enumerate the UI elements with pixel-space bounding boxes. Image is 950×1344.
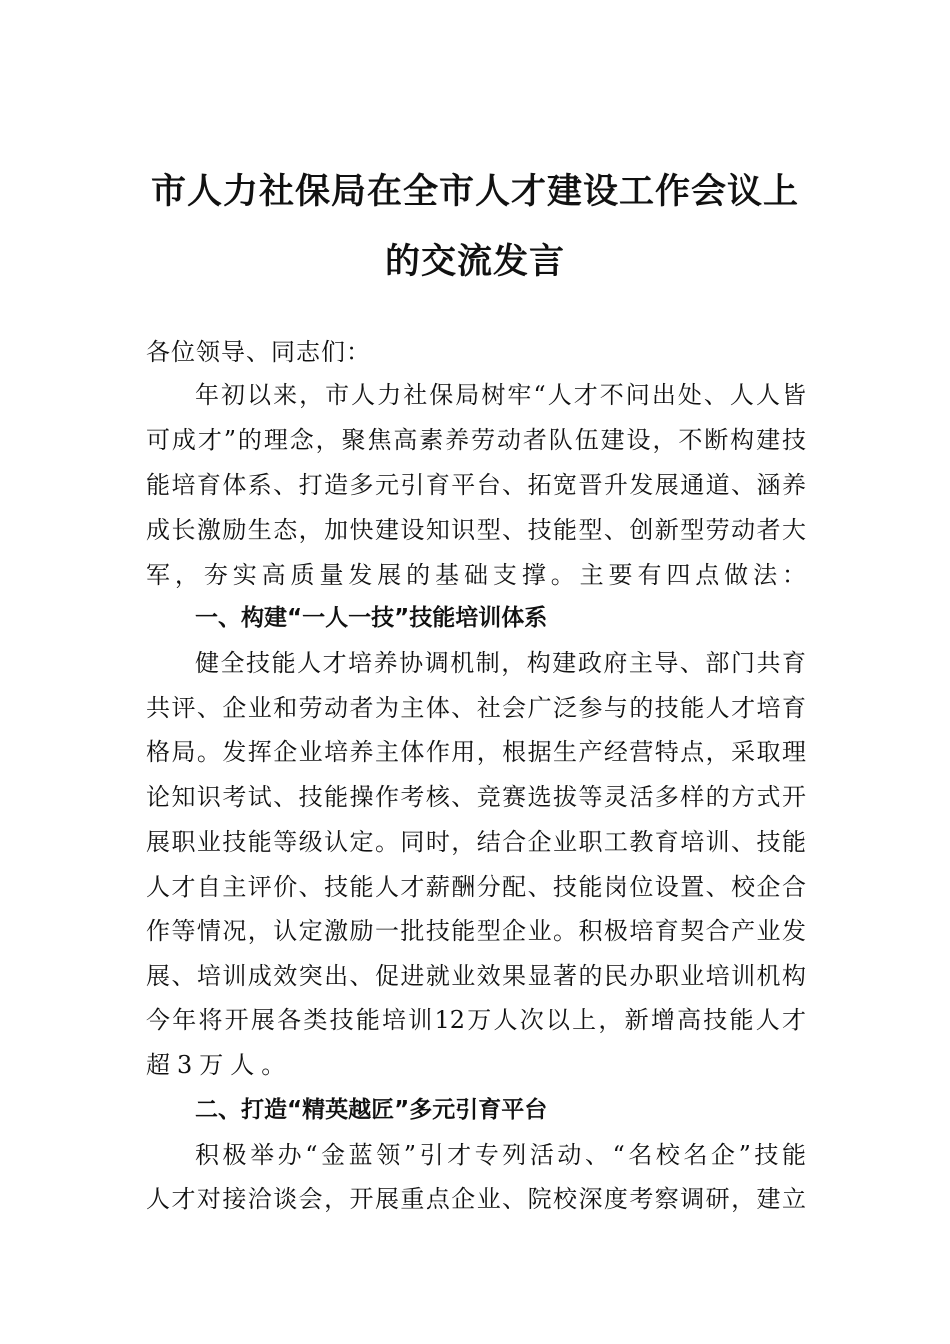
intro-line: 年初以来，市人力社保局树牢“人才不问出处、人人皆 — [195, 381, 806, 409]
body-line: 展职业技能等级认定。同时，结合企业职工教育培训、技能 — [146, 828, 806, 856]
salutation: 各位领导、同志们： — [146, 338, 371, 366]
body-line: 作等情况，认定激励一批技能型企业。积极培育契合产业发 — [146, 917, 806, 945]
document-title-line-2: 的交流发言 — [384, 241, 565, 282]
body-line: 展、培训成效突出、促进就业效果显著的民办职业培训机构 — [146, 962, 806, 990]
intro-line: 能培育体系、打造多元引育平台、拓宽晋升发展通道、涵养 — [146, 471, 806, 499]
document-title-line-1: 市人力社保局在全市人才建设工作会议上 — [150, 171, 799, 212]
body-line: 超3万人。 — [146, 1051, 293, 1079]
section-heading-1: 一、构建“一人一技”技能培训体系 — [195, 605, 548, 631]
body-line: 论知识考试、技能操作考核、竞赛选拔等灵活多样的方式开 — [146, 783, 806, 811]
body-line: 今年将开展各类技能培训12万人次以上，新增高技能人才 — [146, 1006, 806, 1034]
body-line: 格局。发挥企业培养主体作用，根据生产经营特点，采取理 — [146, 738, 806, 766]
body-line: 共评、企业和劳动者为主体、社会广泛参与的技能人才培育 — [146, 694, 806, 722]
body-line: 人才对接洽谈会，开展重点企业、院校深度考察调研，建立 — [146, 1185, 806, 1213]
intro-line: 成长激励生态，加快建设知识型、技能型、创新型劳动者大 — [146, 516, 806, 544]
section-heading-2: 二、打造“精英越匠”多元引育平台 — [195, 1097, 548, 1123]
intro-line: 军，夯实高质量发展的基础支撑。主要有四点做法： — [146, 561, 806, 589]
intro-line: 可成才”的理念，聚焦高素养劳动者队伍建设，不断构建技 — [146, 426, 806, 454]
body-line: 积极举办“金蓝领”引才专列活动、“名校名企”技能 — [195, 1141, 806, 1169]
body-line: 健全技能人才培养协调机制，构建政府主导、部门共育 — [195, 649, 806, 677]
body-line: 人才自主评价、技能人才薪酬分配、技能岗位设置、校企合 — [146, 873, 806, 901]
